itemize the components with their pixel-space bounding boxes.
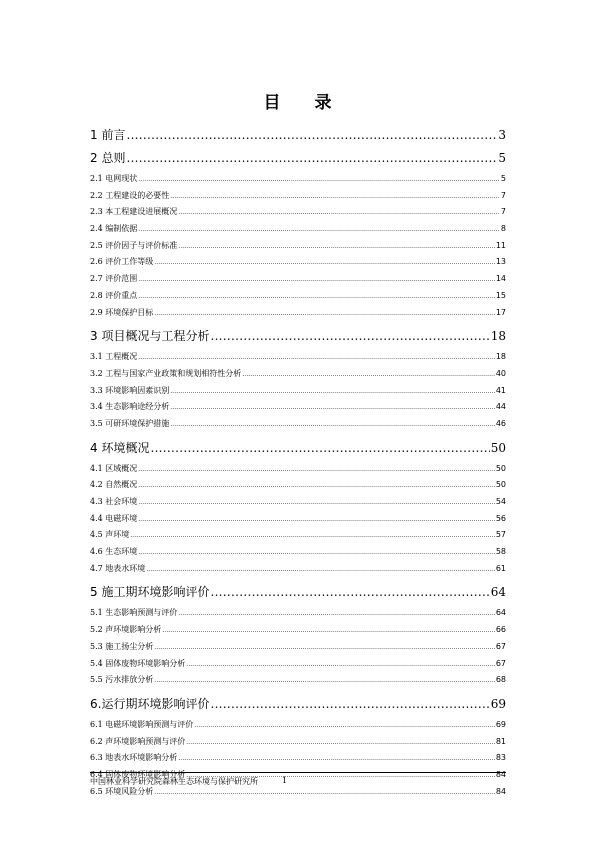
toc-section-entry[interactable] <box>90 399 506 416</box>
toc-entry-page: 8 <box>500 224 506 234</box>
toc-section-entry[interactable] <box>90 416 506 433</box>
toc-section-entry[interactable] <box>90 544 506 561</box>
toc-entry-page: 66 <box>495 625 506 635</box>
toc-leader-dots <box>138 462 495 478</box>
toc-leader-dots <box>210 697 489 712</box>
toc-entry-page: 67 <box>495 658 506 668</box>
footer-divider <box>90 772 506 773</box>
toc-leader-dots <box>210 329 489 344</box>
toc-entry-label: 4.1 区域概况 <box>90 463 138 473</box>
page-footer <box>90 776 287 787</box>
toc-entry-label: 4.5 声环境 <box>90 530 130 540</box>
toc-chapter-entry[interactable] <box>90 441 506 456</box>
toc-section-entry[interactable] <box>90 238 506 255</box>
toc-leader-dots <box>186 735 495 751</box>
toc-entry-page: 5 <box>498 151 506 165</box>
toc-section-entry[interactable] <box>90 383 506 400</box>
toc-entry-label: 2.2 工程建设的必要性 <box>90 190 170 200</box>
toc-entry-page: 50 <box>490 440 506 455</box>
toc-entry-page: 14 <box>495 274 506 284</box>
page-title: 目 录 <box>263 93 346 113</box>
toc-leader-dots <box>138 545 495 561</box>
toc-section-entry[interactable] <box>90 204 506 221</box>
toc-section-entry[interactable] <box>90 271 506 288</box>
toc-entry-page: 64 <box>495 608 506 618</box>
toc-section-entry[interactable] <box>90 254 506 271</box>
toc-section-entry[interactable] <box>90 734 506 751</box>
toc-leader-dots <box>126 128 497 143</box>
toc-section-entry[interactable] <box>90 288 506 305</box>
toc-entry-label: 6.4 固体废物环境影响分析 <box>90 769 186 779</box>
toc-entry-label: 3 项目概况与工程分析 <box>90 329 210 344</box>
toc-entry-page: 84 <box>495 769 506 779</box>
toc-entry-label: 4.4 电磁环境 <box>90 513 138 523</box>
toc-entry-label: 3.1 工程概况 <box>90 352 138 362</box>
toc-section-entry[interactable] <box>90 349 506 366</box>
toc-chapter-entry[interactable] <box>90 329 506 344</box>
toc-entry-page: 7 <box>500 190 506 200</box>
toc-entry-label: 2.9 环境保护目标 <box>90 307 154 317</box>
toc-entry-label: 1 前言 <box>90 128 126 142</box>
toc-entry-label: 2 总则 <box>90 151 126 165</box>
toc-leader-dots <box>210 585 489 600</box>
toc-entry-label: 2.4 编制依据 <box>90 224 138 234</box>
table-of-contents <box>90 120 506 800</box>
toc-leader-dots <box>154 673 495 689</box>
toc-leader-dots <box>138 272 495 288</box>
toc-entry-page: 57 <box>495 530 506 540</box>
toc-entry-page: 83 <box>495 753 506 763</box>
toc-entry-page: 54 <box>495 497 506 506</box>
toc-chapter-entry[interactable] <box>90 151 506 166</box>
toc-section-entry[interactable] <box>90 622 506 639</box>
toc-entry-label: 3.5 可研环境保护措施 <box>90 418 170 428</box>
toc-entry-page: 13 <box>495 257 506 267</box>
toc-entry-page: 44 <box>495 402 506 412</box>
toc-entry-label: 5.5 污水排放分析 <box>90 675 154 685</box>
toc-section-entry[interactable] <box>90 461 506 478</box>
toc-leader-dots <box>170 417 495 433</box>
toc-entry-label: 2.8 评价重点 <box>90 290 138 300</box>
toc-leader-dots <box>146 562 495 578</box>
toc-entry-label: 6.运行期环境影响评价 <box>90 696 210 711</box>
toc-entry-label: 5.3 施工扬尘分析 <box>90 641 154 651</box>
toc-entry-page: 56 <box>495 513 506 523</box>
toc-entry-page: 58 <box>495 547 506 557</box>
toc-leader-dots <box>138 172 500 188</box>
toc-entry-label: 5.4 固体废物环境影响分析 <box>90 658 186 668</box>
toc-entry-page: 81 <box>495 736 506 746</box>
toc-leader-dots <box>138 222 500 238</box>
toc-leader-dots <box>138 495 495 511</box>
toc-section-entry[interactable] <box>90 639 506 656</box>
toc-chapter-entry[interactable] <box>90 585 506 600</box>
toc-leader-dots <box>178 239 495 255</box>
toc-entry-label: 6.2 声环境影响预测与评价 <box>90 736 186 746</box>
toc-entry-page: 3 <box>498 128 506 142</box>
toc-section-entry[interactable] <box>90 305 506 322</box>
toc-chapter-entry[interactable] <box>90 128 506 143</box>
toc-entry-label: 4.6 生态环境 <box>90 547 138 557</box>
toc-entry-page: 61 <box>495 563 506 573</box>
toc-section-entry[interactable] <box>90 171 506 188</box>
toc-section-entry[interactable] <box>90 750 506 767</box>
toc-entry-label: 2.1 电网现状 <box>90 174 138 183</box>
toc-entry-page: 50 <box>495 463 506 473</box>
toc-entry-label: 2.3 本工程建设进展概况 <box>90 207 178 217</box>
toc-leader-dots <box>170 400 495 416</box>
toc-leader-dots <box>242 367 495 383</box>
toc-entry-label: 4 环境概况 <box>90 440 150 455</box>
toc-section-entry[interactable] <box>90 656 506 673</box>
toc-entry-page: 18 <box>495 352 506 362</box>
toc-entry-page: 17 <box>495 307 506 317</box>
toc-entry-page: 7 <box>500 207 506 217</box>
toc-leader-dots <box>170 189 500 205</box>
toc-section-entry[interactable] <box>90 717 506 734</box>
toc-entry-label: 4.7 地表水环境 <box>90 563 146 573</box>
toc-entry-page: 64 <box>490 585 506 600</box>
toc-entry-label: 2.7 评价范围 <box>90 274 138 284</box>
toc-entry-label: 2.6 评价工作等级 <box>90 257 154 267</box>
toc-leader-dots <box>154 306 495 322</box>
toc-leader-dots <box>186 657 495 673</box>
toc-section-entry[interactable] <box>90 494 506 511</box>
toc-entry-page: 41 <box>495 385 506 395</box>
toc-entry-label: 2.5 评价因子与评价标准 <box>90 240 178 250</box>
toc-leader-dots <box>154 255 495 271</box>
toc-section-entry[interactable] <box>90 477 506 494</box>
toc-entry-page: 67 <box>495 641 506 651</box>
toc-section-entry[interactable] <box>90 672 506 689</box>
toc-entry-label: 5 施工期环境影响评价 <box>90 585 210 600</box>
toc-section-entry[interactable] <box>90 511 506 528</box>
footer-page-number: 1 <box>282 776 288 785</box>
toc-entry-page: 15 <box>495 290 506 300</box>
toc-section-entry[interactable] <box>90 561 506 578</box>
toc-entry-label: 3.2 工程与国家产业政策和规划相符性分析 <box>90 368 242 378</box>
toc-entry-label: 6.1 电磁环境影响预测与评价 <box>90 719 194 729</box>
toc-entry-page: 50 <box>495 480 506 490</box>
toc-leader-dots <box>138 289 495 305</box>
toc-entry-page: 84 <box>495 786 506 796</box>
toc-leader-dots <box>154 640 495 656</box>
toc-section-entry[interactable] <box>90 188 506 205</box>
toc-entry-page: 11 <box>495 240 506 250</box>
toc-section-entry[interactable] <box>90 605 506 622</box>
toc-leader-dots <box>138 512 495 528</box>
toc-entry-page: 40 <box>495 368 506 378</box>
toc-leader-dots <box>130 528 495 544</box>
toc-entry-page: 5 <box>500 174 506 183</box>
toc-leader-dots <box>178 751 495 767</box>
toc-section-entry[interactable] <box>90 366 506 383</box>
toc-entry-page: 69 <box>495 719 506 729</box>
toc-leader-dots <box>162 623 495 639</box>
toc-leader-dots <box>138 478 495 494</box>
toc-leader-dots <box>178 205 500 221</box>
toc-section-entry[interactable] <box>90 221 506 238</box>
toc-entry-label: 3.3 环境影响因素识别 <box>90 385 170 395</box>
toc-section-entry[interactable] <box>90 527 506 544</box>
toc-entry-label: 4.2 自然概况 <box>90 480 138 490</box>
toc-entry-label: 3.4 生态影响途经分析 <box>90 402 170 412</box>
toc-entry-label: 5.2 声环境影响分析 <box>90 625 162 635</box>
toc-leader-dots <box>178 606 495 622</box>
toc-entry-label: 4.3 社会环境 <box>90 497 138 506</box>
toc-chapter-entry[interactable] <box>90 697 506 712</box>
toc-entry-page: 46 <box>495 418 506 428</box>
toc-entry-label: 6.5 环境风险分析 <box>90 786 154 796</box>
toc-entry-label: 6.3 地表水环境影响分析 <box>90 753 178 763</box>
toc-leader-dots <box>194 718 495 734</box>
footer-organization: 中国林业科学研究院森林生态环境与保护研究所 <box>90 777 258 786</box>
toc-leader-dots <box>170 384 495 400</box>
toc-leader-dots <box>150 441 489 456</box>
toc-entry-page: 18 <box>490 329 506 344</box>
toc-entry-label: 5.1 生态影响预测与评价 <box>90 608 178 618</box>
toc-entry-page: 68 <box>495 675 506 685</box>
toc-entry-page: 69 <box>490 696 506 711</box>
toc-leader-dots <box>126 151 497 166</box>
toc-leader-dots <box>138 350 495 366</box>
